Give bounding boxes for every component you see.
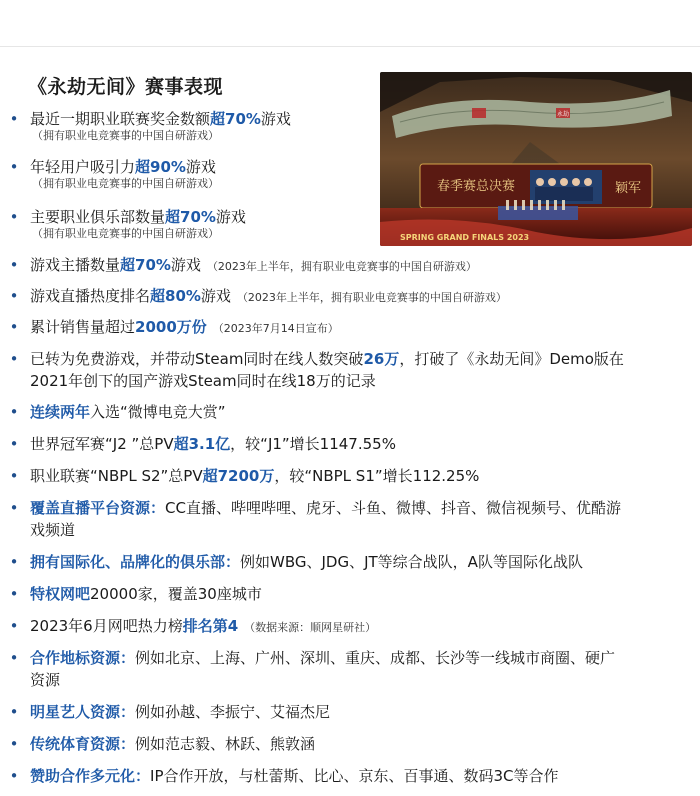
scroll-stamp: 永劫 <box>556 111 570 118</box>
banner-text-left: 春季赛总决赛 <box>436 179 516 194</box>
bullet: • <box>9 585 19 603</box>
bullet: • <box>9 110 19 128</box>
item-subnote: （拥有职业电竞赛事的中国自研游戏） <box>32 129 219 142</box>
bullet: • <box>9 350 19 368</box>
item-subnote: （拥有职业电竞赛事的中国自研游戏） <box>32 177 219 190</box>
item-text: 职业联赛“NBPL S2”总PV超7200万，较“NBPL S1”增长112.25% <box>30 467 480 485</box>
bullet: • <box>9 318 19 336</box>
item-subnote: （拥有职业电竞赛事的中国自研游戏） <box>32 227 219 240</box>
bullet: • <box>9 435 19 453</box>
bullet: • <box>9 767 19 785</box>
item-text: 连续两年入选“微博电竞大赏” <box>30 403 226 421</box>
bullet: • <box>9 467 19 485</box>
item-text: 已转为免费游戏，并带动Steam同时在线人数突破26万，打破了《永劫无间》Demo版在 2021年创下的国产游戏Steam同时在线18万的记录 <box>30 350 624 390</box>
item-text: 覆盖直播平台资源：CC直播、哔哩哔哩、虎牙、斗鱼、微博、抖音、微信视频号、优酷游 戏频道 <box>30 499 621 539</box>
item-text: 赞助合作多元化：IP合作开放，与杜蕾斯、比心、京东、百事通、数码3C等合作 <box>30 767 559 785</box>
item-text: 游戏主播数量超70%游戏 （2023年上半年，拥有职业电竞赛事的中国自研游戏） <box>30 256 477 274</box>
bullet: • <box>9 617 19 635</box>
item-text: 2023年6月网吧热力榜排名第4 （数据来源：顺网星研社） <box>30 617 377 635</box>
item-text: 明星艺人资源：例如孙越、李振宁、艾福杰尼 <box>30 703 331 721</box>
page-title: 《永劫无间》赛事表现 <box>28 76 224 98</box>
bullet: • <box>9 703 19 721</box>
item-text: 最近一期职业联赛奖金数额超70%游戏 <box>30 110 291 128</box>
screen-caption: SPRING GRAND FINALS 2023 <box>400 233 530 242</box>
bullet: • <box>9 649 19 667</box>
item-text: 累计销售量超过2000万份 （2023年7月14日宣布） <box>30 318 339 336</box>
bullet: • <box>9 553 19 571</box>
bullet: • <box>9 735 19 753</box>
bullet: • <box>9 208 19 226</box>
item-text: 传统体育资源：例如范志毅、林跃、熊敦涵 <box>30 735 316 753</box>
bullet: • <box>9 499 19 517</box>
item-text: 拥有国际化、品牌化的俱乐部：例如WBG、JDG、JT等综合战队，A队等国际化战队 <box>30 553 583 571</box>
banner-text-right: 颖军 <box>614 181 642 196</box>
item-text: 合作地标资源：例如北京、上海、广州、深圳、重庆、成都、长沙等一线城市商圈、硬广 资源 <box>30 649 616 689</box>
item-text: 主要职业俱乐部数量超70%游戏 <box>30 208 246 226</box>
item-text: 年轻用户吸引力超90%游戏 <box>30 158 216 176</box>
bullet: • <box>9 403 19 421</box>
item-text: 游戏直播热度排名超80%游戏 （2023年上半年，拥有职业电竞赛事的中国自研游戏） <box>30 287 507 305</box>
item-text: 世界冠军赛“J2 ”总PV超3.1亿，较“J1”增长1147.55% <box>30 435 396 453</box>
item-text: 特权网吧20000家，覆盖30座城市 <box>30 585 262 603</box>
bullet: • <box>9 158 19 176</box>
bullet: • <box>9 287 19 305</box>
bullet: • <box>9 256 19 274</box>
